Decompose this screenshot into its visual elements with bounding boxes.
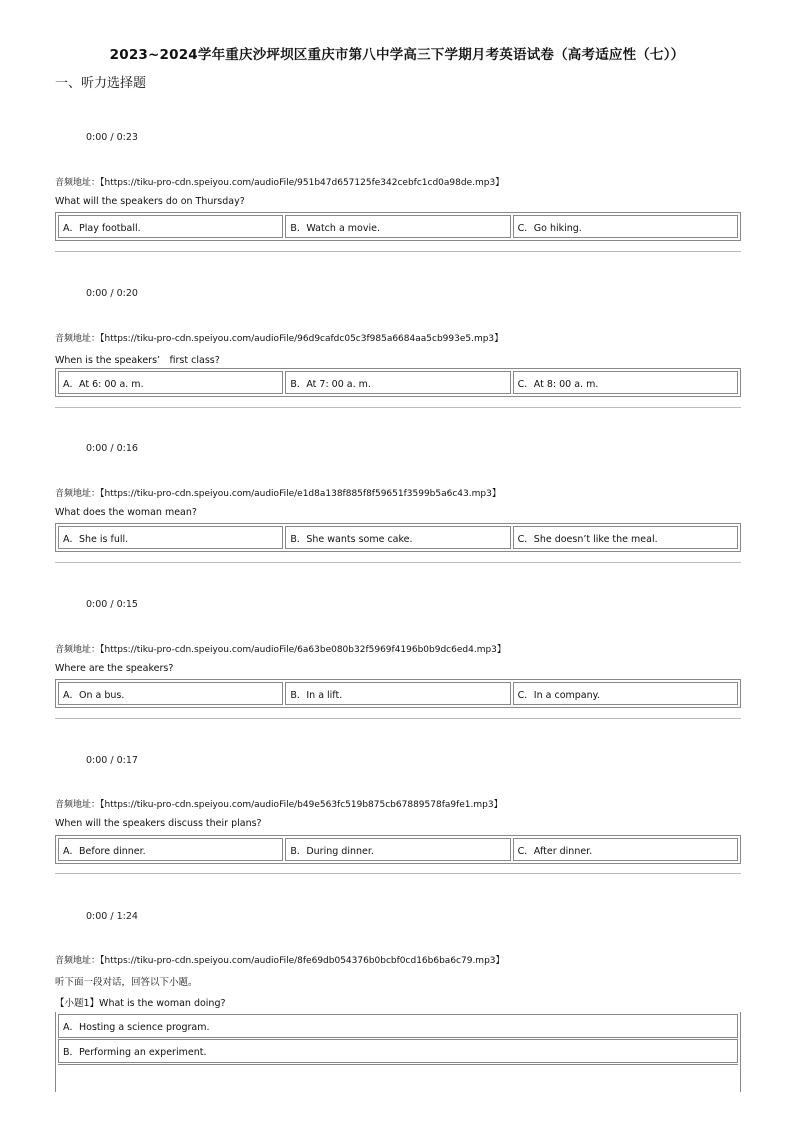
option-a[interactable]: A．Hosting a science program. [58, 1014, 738, 1038]
option-c[interactable]: C．Go hiking. [513, 215, 738, 238]
question-text: What will the speakers do on Thursday? [55, 196, 245, 207]
audio-player-time[interactable]: 0:00 / 0:23 [86, 132, 138, 143]
options-row [55, 368, 741, 397]
passage-intro: 听下面一段对话，回答以下小题。 [55, 977, 198, 988]
divider [55, 873, 741, 874]
audio-player-time[interactable]: 0:00 / 1:24 [86, 911, 138, 922]
question-text: Where are the speakers? [55, 663, 174, 674]
option-c[interactable]: C．In a company. [513, 682, 738, 705]
option-a[interactable]: A．At 6: 00 a. m. [58, 371, 283, 394]
divider [55, 562, 741, 563]
option-a[interactable]: A．Play football. [58, 215, 283, 238]
exam-title: 2023~2024学年重庆沙坪坝区重庆市第八中学高三下学期月考英语试卷（高考适应性（七）） [109, 47, 685, 63]
options-stack [55, 1012, 741, 1092]
audio-player-time[interactable]: 0:00 / 0:16 [86, 443, 138, 454]
audio-url: 音频地址：【https://tiku-pro-cdn.speiyou.com/audioFile/b49e563fc519b875cb67889578fa9fe1.mp3】 [55, 800, 503, 810]
audio-player-time[interactable]: 0:00 / 0:17 [86, 755, 138, 766]
options-row [55, 523, 741, 552]
options-row [55, 835, 741, 864]
option-c[interactable]: C．After dinner. [513, 838, 738, 861]
options-row [55, 679, 741, 708]
option-c[interactable]: C．At 8: 00 a. m. [513, 371, 738, 394]
option-c[interactable]: C．She doesn’t like the meal. [513, 526, 738, 549]
audio-player-time[interactable]: 0:00 / 0:20 [86, 288, 138, 299]
audio-url: 音频地址：【https://tiku-pro-cdn.speiyou.com/audioFile/6a63be080b32f5969f4196b0b9dc6ed4.mp3】 [55, 645, 506, 655]
audio-url: 音频地址：【https://tiku-pro-cdn.speiyou.com/audioFile/951b47d657125fe342cebfc1cd0a98de.mp3】 [55, 178, 505, 188]
audio-url: 音频地址：【https://tiku-pro-cdn.speiyou.com/audioFile/96d9cafdc05c3f985a6684aa5cb993e5.mp3】 [55, 334, 504, 344]
divider [55, 251, 741, 252]
option-a[interactable]: A．She is full. [58, 526, 283, 549]
audio-url: 音频地址：【https://tiku-pro-cdn.speiyou.com/audioFile/8fe69db054376b0bcbf0cd16b6ba6c79.mp3】 [55, 956, 505, 966]
divider [55, 407, 741, 408]
divider [55, 718, 741, 719]
section-heading: 一、听力选择题 [55, 76, 147, 91]
option-a[interactable]: A．On a bus. [58, 682, 283, 705]
audio-player-time[interactable]: 0:00 / 0:15 [86, 599, 138, 610]
option-b[interactable]: B．Watch a movie. [285, 215, 510, 238]
audio-url: 音频地址：【https://tiku-pro-cdn.speiyou.com/audioFile/e1d8a138f885f8f59651f3599b5a6c43.mp3】 [55, 489, 501, 499]
option-a[interactable]: A．Before dinner. [58, 838, 283, 861]
option-b[interactable]: B．At 7: 00 a. m. [285, 371, 510, 394]
option-b[interactable]: B．She wants some cake. [285, 526, 510, 549]
option-b[interactable]: B．Performing an experiment. [58, 1039, 738, 1063]
question-text: When is the speakers’ first class? [55, 355, 220, 366]
question-text: When will the speakers discuss their plans? [55, 818, 262, 829]
sub-question-text: 【小题1】What is the woman doing? [55, 998, 226, 1009]
divider [58, 1064, 738, 1065]
options-row [55, 212, 741, 241]
option-b[interactable]: B．During dinner. [285, 838, 510, 861]
question-text: What does the woman mean? [55, 507, 197, 518]
option-b[interactable]: B．In a lift. [285, 682, 510, 705]
